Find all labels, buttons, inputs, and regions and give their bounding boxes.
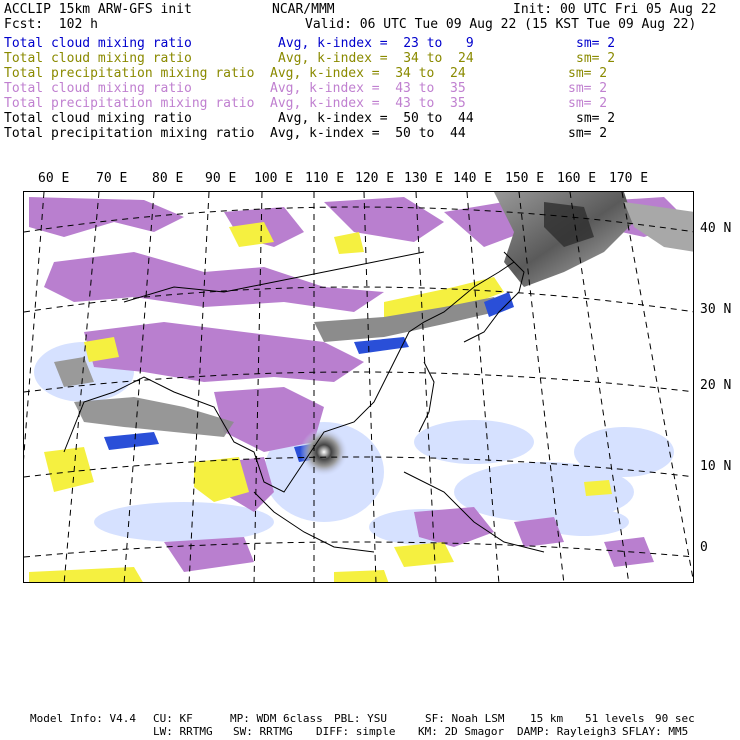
- legend-field: Total cloud mixing ratio: [4, 36, 192, 51]
- legend-row: [4, 126, 734, 141]
- legend-sm: sm= 2: [576, 51, 616, 66]
- legend-row: [4, 66, 734, 81]
- map-canvas: [24, 192, 694, 583]
- lon-label: 130 E: [404, 171, 444, 186]
- footer-diff: DIFF: simple: [316, 725, 396, 738]
- lon-label: 140 E: [453, 171, 493, 186]
- forecast-hour: Fcst: 102 h: [4, 17, 98, 32]
- lat-label: 40 N: [700, 221, 732, 236]
- map-panel: [23, 191, 694, 583]
- lon-label: 90 E: [205, 171, 237, 186]
- legend-avg: Avg, k-index = 34 to 24: [278, 51, 474, 66]
- lat-label: 30 N: [700, 302, 732, 317]
- lon-label: 100 E: [254, 171, 294, 186]
- legend-avg: Avg, k-index = 43 to 35: [270, 81, 466, 96]
- footer-km: KM: 2D Smagor: [418, 725, 505, 738]
- legend-sm: sm= 2: [568, 66, 608, 81]
- legend-row: [4, 96, 734, 111]
- lon-label: 60 E: [38, 171, 70, 186]
- legend-sm: sm= 2: [576, 111, 616, 126]
- legend-sm: sm= 2: [568, 81, 608, 96]
- lon-label: 120 E: [355, 171, 395, 186]
- legend-avg: Avg, k-index = 50 to 44: [278, 111, 474, 126]
- footer-model-version: Model Info: V4.4: [30, 712, 136, 725]
- lat-label: 20 N: [700, 378, 732, 393]
- legend-sm: sm= 2: [568, 126, 608, 141]
- legend-field: Total cloud mixing ratio: [4, 81, 192, 96]
- lon-label: 150 E: [505, 171, 545, 186]
- typhoon-vortex: [300, 428, 348, 476]
- legend-sm: sm= 2: [576, 36, 616, 51]
- footer-pbl: PBL: YSU: [334, 712, 387, 725]
- footer-damp: DAMP: Rayleigh3: [517, 725, 617, 738]
- legend-avg: Avg, k-index = 50 to 44: [270, 126, 466, 141]
- legend-row: [4, 81, 734, 96]
- footer-levels: 51 levels: [585, 712, 645, 725]
- lon-label: 80 E: [152, 171, 184, 186]
- footer-cu: CU: KF: [153, 712, 193, 725]
- lon-label: 110 E: [305, 171, 345, 186]
- legend-field: Total cloud mixing ratio: [4, 51, 192, 66]
- footer-resolution: 15 km: [530, 712, 564, 725]
- legend-field: Total precipitation mixing ratio: [4, 126, 255, 141]
- legend-row: [4, 51, 734, 66]
- legend-row: [4, 111, 734, 126]
- footer-sf: SF: Noah LSM: [425, 712, 505, 725]
- legend-sm: sm= 2: [568, 96, 608, 111]
- legend-field: Total precipitation mixing ratio: [4, 96, 255, 111]
- legend-avg: Avg, k-index = 43 to 35: [270, 96, 466, 111]
- footer-timestep: 90 sec: [655, 712, 695, 725]
- lat-label: 0: [700, 540, 708, 555]
- legend-row: [4, 36, 734, 51]
- legend-avg: Avg, k-index = 23 to 9: [278, 36, 474, 51]
- footer-sflay: SFLAY: MM5: [622, 725, 689, 738]
- model-title: ACCLIP 15km ARW-GFS init: [4, 2, 192, 17]
- lon-label: 160 E: [557, 171, 597, 186]
- lon-label: 70 E: [96, 171, 128, 186]
- legend-field: Total cloud mixing ratio: [4, 111, 192, 126]
- org-label: NCAR/MMM: [272, 2, 335, 17]
- legend-field: Total precipitation mixing ratio: [4, 66, 255, 81]
- footer-mp: MP: WDM 6class: [230, 712, 323, 725]
- legend-avg: Avg, k-index = 34 to 24: [270, 66, 466, 81]
- lat-label: 10 N: [700, 459, 732, 474]
- lon-label: 170 E: [609, 171, 649, 186]
- init-time: Init: 00 UTC Fri 05 Aug 22: [513, 2, 717, 17]
- footer-sw: SW: RRTMG: [233, 725, 293, 738]
- footer-lw: LW: RRTMG: [153, 725, 213, 738]
- valid-time: Valid: 06 UTC Tue 09 Aug 22 (15 KST Tue 09 Aug 22): [305, 17, 697, 32]
